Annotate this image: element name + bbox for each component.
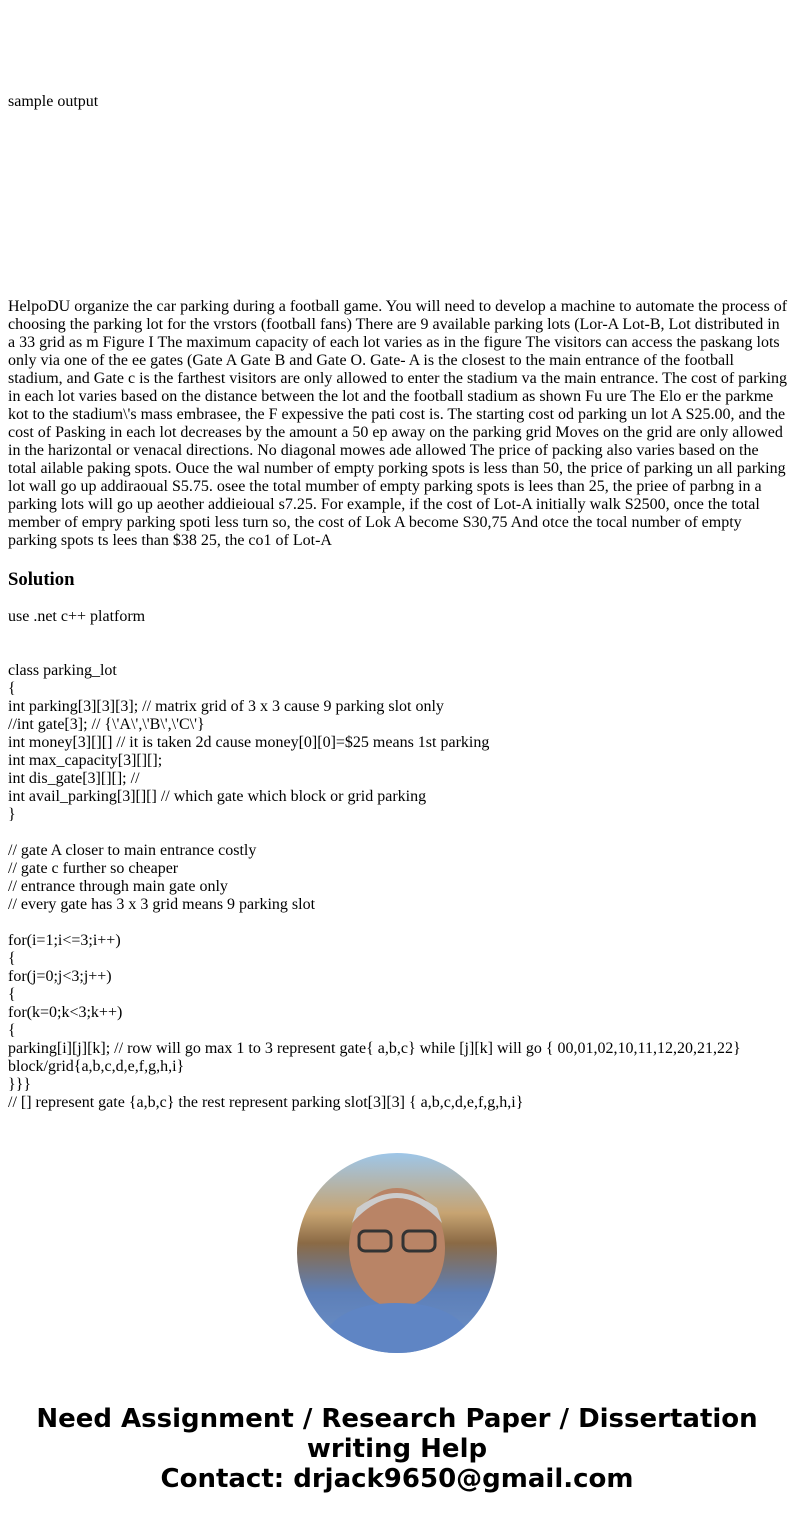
code-line: [8, 644, 788, 662]
code-line: // every gate has 3 x 3 grid means 9 parking slot: [8, 896, 316, 913]
code-line: }: [8, 806, 16, 823]
code-line: // gate c further so cheaper: [8, 860, 179, 877]
solution-code: [8, 608, 788, 1112]
author-avatar: [297, 1153, 497, 1353]
code-line: class parking_lot: [8, 662, 117, 679]
code-line: // gate A closer to main entrance costly: [8, 842, 257, 859]
code-line: [8, 914, 788, 932]
code-line: //int gate[3]; // {\'A\',\'B\',\'C\'}: [8, 716, 205, 733]
footer-contact: Contact: drjack9650@gmail.com: [160, 1464, 634, 1494]
footer-help-text: Need Assignment / Research Paper / Dissertation writing Help: [36, 1404, 758, 1464]
code-line: [8, 626, 788, 644]
code-line: for(k=0;k<3;k++): [8, 1004, 123, 1021]
code-line: // entrance through main gate only: [8, 878, 228, 895]
code-line: int parking[3][3][3]; // matrix grid of 3 x 3 cause 9 parking slot only: [8, 698, 444, 715]
code-line: {: [8, 950, 16, 967]
code-line: int max_capacity[3][][];: [8, 752, 163, 769]
question-text: HelpoDU organize the car parking during a football game. You will need to develop a machine to automate the process of choosing the parking lot for the vrstors (football fans) There are 9 available parking lots (Lor-A Lot-B, Lot distributed in a 33 grid as m Figure I The maximum capacity of each lot varies as in the figure The visitors can access the paskang lots only via one of the ee gates (Gate A Gate B and Gate O. Gate- A is the closest to the main entrance of the football stadium, and Gate c is the farthest visitors are only allowed to enter the stadium va the main entrance. The cost of parking in each lot varies based on the distance between the lot and the football stadium as shown Fu ure The Elo er the parkme kot to the stadium\'s mass embrasee, the F expessive the pati cost is. The starting cost od parking un lot A S25.00, and the cost of Pasking in each lot decreases by the amount a 50 ep away on the parking grid Moves on the grid are only allowed in the harizontal or venacal directions. No diagonal mowes ade allowed The price of packing also varies based on the total ailable paking spots. Ouce the wal number of empty porking spots is less than 50, the price of parking un all parking lot wall go up addiraoual S5.75. osee the total mumber of empty parking spots is lees than 25, the priee of parbng in a parking lots will go up aeother addieioual s7.25. For example, if the cost of Lot-A initially walk S2500, once the total member of empry parking spoti less turn so, the cost of Lok A become S30,75 And otce the tocal number of empty parking spots ts lees than $38 25, the co1 of Lot-A: [8, 298, 788, 549]
person-photo-icon: [297, 1153, 497, 1353]
code-line: {: [8, 1022, 16, 1039]
code-line: int money[3][][] // it is taken 2d cause money[0][0]=$25 means 1st parking: [8, 734, 490, 751]
code-line: {: [8, 680, 16, 697]
code-line: // [] represent gate {a,b,c} the rest represent parking slot[3][3] { a,b,c,d,e,f,g,h,i}: [8, 1094, 524, 1111]
code-line: for(i=1;i<=3;i++): [8, 932, 121, 949]
code-line: [8, 824, 788, 842]
code-line: for(j=0;j<3;j++): [8, 968, 112, 985]
solution-heading: Solution: [8, 569, 75, 590]
code-line: }}}: [8, 1076, 32, 1093]
code-line: int avail_parking[3][][] // which gate which block or grid parking: [8, 788, 427, 805]
code-line: parking[i][j][k]; // row will go max 1 to 3 represent gate{ a,b,c} while [j][k] will go { 00,01,02,10,11,12,20,21,22} block/grid{a,b,c,d,e,f,g,h,i}: [8, 1040, 745, 1075]
code-line: int dis_gate[3][][]; //: [8, 770, 140, 787]
code-line: use .net c++ platform: [8, 608, 146, 625]
code-line: {: [8, 986, 16, 1003]
footer-banner: [0, 1404, 794, 1494]
intro-text: sample output: [8, 93, 99, 110]
